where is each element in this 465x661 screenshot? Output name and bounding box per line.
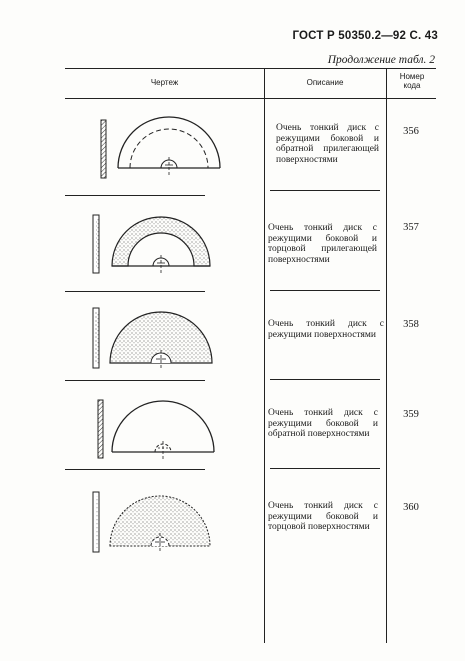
row-description: Очень тонкий диск с режущими боковой и торцовой прилегающей поверхностями xyxy=(268,223,377,265)
row-separator xyxy=(270,468,380,469)
row-code: 357 xyxy=(403,222,419,233)
row-code: 359 xyxy=(403,409,419,420)
page-header: ГОСТ Р 50350.2—92 С. 43 xyxy=(292,30,438,42)
column-divider-2 xyxy=(386,68,387,643)
table-continuation-caption: Продолжение табл. 2 xyxy=(327,54,435,66)
disc-side-back-cutting-icon xyxy=(95,110,235,185)
row-separator xyxy=(65,380,205,381)
column-header-code: Номер кода xyxy=(399,72,425,90)
row-separator xyxy=(270,190,380,191)
row-separator xyxy=(65,469,205,470)
row-description: Очень тонкий диск с режущими боковой и обратной поверхностями xyxy=(268,408,378,439)
row-separator xyxy=(270,290,380,291)
disc-side-back-icon xyxy=(91,392,231,467)
row-description: Очень тонкий диск с режущими поверхностями xyxy=(268,319,384,340)
row-separator xyxy=(270,379,380,380)
disc-side-face-icon xyxy=(86,485,226,560)
table-top-rule xyxy=(65,68,436,69)
row-code: 360 xyxy=(403,502,419,513)
row-description: Очень тонкий диск с режущими боковой и обратной прилегающей поверхностями xyxy=(276,123,379,165)
row-description: Очень тонкий диск с режущими боковой и торцовой поверхностями xyxy=(268,501,378,532)
row-code: 358 xyxy=(403,319,419,330)
column-header-description: Описание xyxy=(306,78,344,87)
row-separator xyxy=(65,291,205,292)
table-header-rule xyxy=(65,98,436,99)
disc-side-face-adjacent-icon xyxy=(87,205,227,280)
column-divider-1 xyxy=(264,68,265,643)
row-separator xyxy=(65,195,205,196)
column-header-drawing: Чертеж xyxy=(150,78,179,87)
row-code: 356 xyxy=(403,126,419,137)
disc-cutting-surfaces-icon xyxy=(87,300,227,375)
